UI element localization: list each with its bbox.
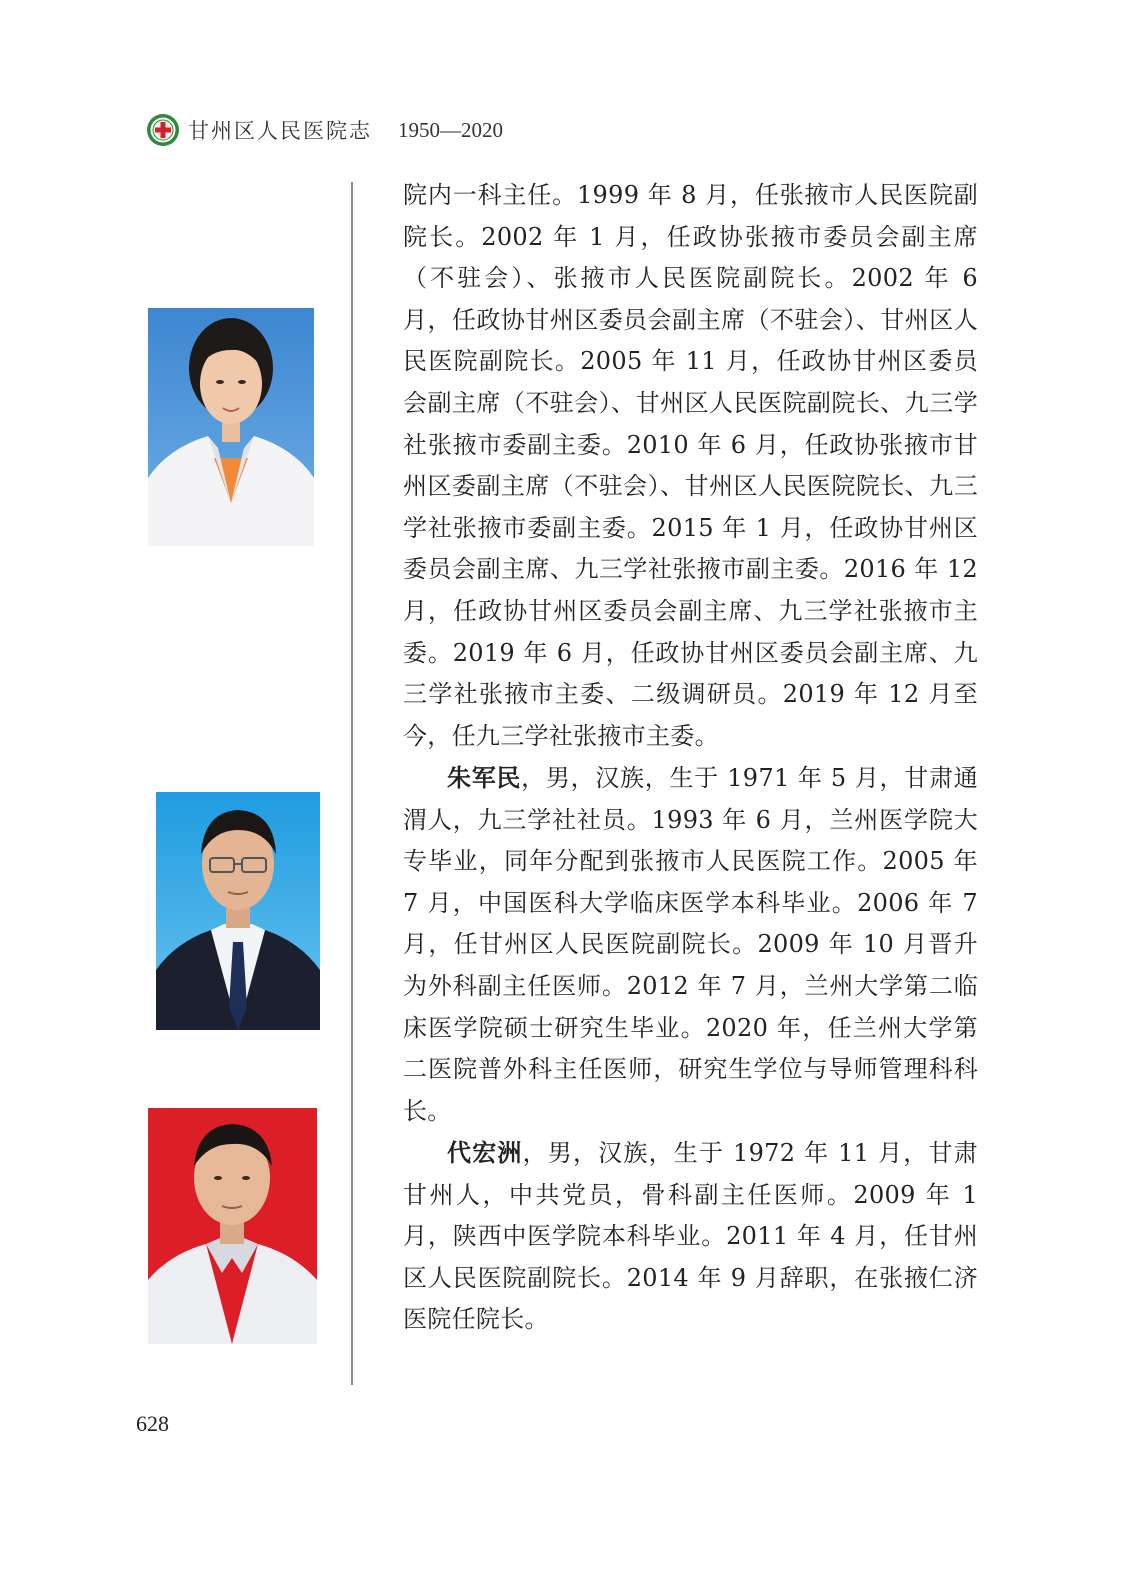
page-header [146,112,503,148]
biography-continued [403,175,978,757]
person-name: 朱军民 [447,763,522,792]
hospital-logo-icon [146,113,180,147]
book-years: 1950—2020 [398,117,503,142]
portrait-photo-1 [148,308,314,546]
biography-continued-text: 院内一科主任。1999 年 8 月，任张掖市人民医院副院长。2002 年 1 月，任政协张掖市委员会副主席（不驻会）、张掖市人民医院副院长。2002 年 6 月，任政协甘州区委员会副主席（不驻会）、甘州区人民医院副院长。2005 年 11 月，任政协甘州区委员会副主席（不驻会）、甘州区人民医院副院长、九三学社张掖市委副主委。2010 年 6 月，任政协张掖市甘州区委副主席（不驻会）、甘州区人民医院院长、九三学社张掖市委副主委。2015 年 1 月，任政协甘州区委员会副主席、九三学社张掖市副主委。2016 年 12 月，任政协甘州区委员会副主席、九三学社张掖市主委。2019 年 6 月，任政协甘州区委员会副主席、九三学社张掖市主委、二级调研员。2019 年 12 月至今，任九三学社张掖市主委。 [403,181,978,750]
person-name: 代宏洲 [447,1138,523,1167]
page-number: 628 [136,1411,169,1436]
biography-text: ，男，汉族，生于 1971 年 5 月，甘肃通渭人，九三学社社员。1993 年 6 月，兰州医学院大专毕业，同年分配到张掖市人民医院工作。2005 年 7 月，中国医科大学临床医学本科毕业。2006 年 7 月，任甘州区人民医院副院长。2009 年 10 月晋升为外科副主任医师。2012 年 7 月，兰州大学第二临床医学院硕士研究生毕业。2020 年，任兰州大学第二医院普外科主任医师，研究生学位与导师管理科科长。 [403,764,978,1125]
portrait-photo-2 [156,792,320,1030]
biography-text: ，男，汉族，生于 1972 年 11 月，甘肃甘州人，中共党员，骨科副主任医师。2009 年 1 月，陕西中医学院本科毕业。2011 年 4 月，任甘州区人民医院副院长。2014 年 9 月辞职，在张掖仁济医院任院长。 [403,1139,978,1334]
portrait-photo-3 [148,1108,317,1344]
biography-zhu-junmin [403,757,978,1132]
vertical-divider [351,182,353,1385]
book-title: 甘州区人民医院志 [188,119,372,143]
biography-dai-hongzhou [403,1132,978,1341]
